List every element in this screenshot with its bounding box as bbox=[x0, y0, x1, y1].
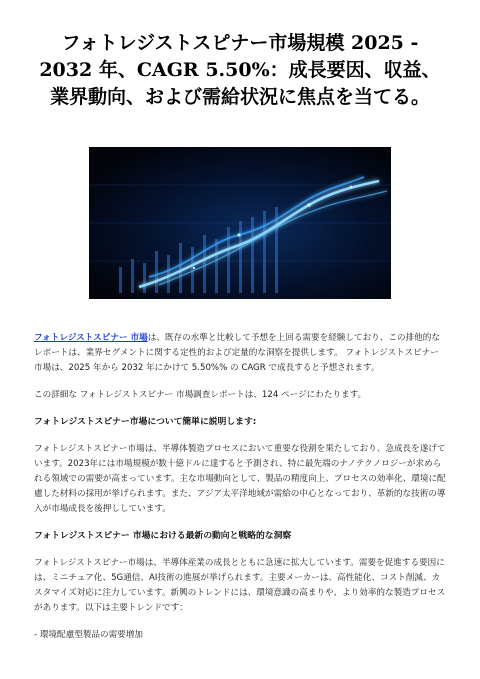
article-body bbox=[34, 331, 448, 651]
intro-text: は、既存の水準と比較して予想を上回る需要を経験しており、この排他的なレポートは、業界セグメントに関する定性的および定量的な洞察を提供します。 フォトレジストスピナー 市場は、2025 年から 2032 年にかけて 5.50%% の CAGR で成長すると予想されます。 bbox=[34, 333, 440, 373]
report-pages-paragraph: この詳細な フォトレジストスピナー 市場調査レポートは、124 ページにわたります。 bbox=[34, 390, 367, 400]
page-title: フォトレジストスピナー市場規模 2025 - 2032 年、CAGR 5.50%：成長要因、収益、業界動向、および需給状況に焦点を当てる。 bbox=[39, 32, 441, 108]
section-heading-overview: フォトレジストスピナー市場について簡単に説明します: bbox=[34, 417, 257, 427]
hero-image-rising-chart bbox=[89, 147, 391, 299]
glowing-trend-line-illustration bbox=[89, 147, 391, 299]
intro-paragraph bbox=[34, 331, 448, 376]
overview-paragraph: フォトレジストスピナー市場は、半導体製造プロセスにおいて重要な役割を果たしており、急成長を遂げています。2023年には市場規模が数十億ドルに達すると予測され、特に最先端のナノテクノロジーが求められる領域での需要が高まっています。主な市場動向として、製品の精度向上、プロセスの効率化、環境に配慮した材料の採用が挙げられます。また、アジア太平洋地域が需給の中心となっており、革新的な技術の導入が市場成長を後押ししています。 bbox=[34, 444, 446, 514]
market-link[interactable]: フォトレジストスピナー 市場 bbox=[34, 333, 148, 343]
trend-bullet: - 環境配慮型製品の需要増加 bbox=[34, 630, 143, 640]
trends-paragraph: フォトレジストスピナー市場は、半導体産業の成長とともに急速に拡大しています。需要を促進する要因には、ミニチュア化、5G通信、AI技術の進展が挙げられます。主要メーカーは、高性能化、コスト削減、カスタマイズ対応に注力しています。新興のトレンドには、環境意識の高まりや、より効率的な製造プロセスがあります。以下は主要トレンドです： bbox=[34, 558, 446, 613]
section-heading-trends: フォトレジストスピナー 市場における最新の動向と戦略的な洞察 bbox=[34, 531, 292, 541]
